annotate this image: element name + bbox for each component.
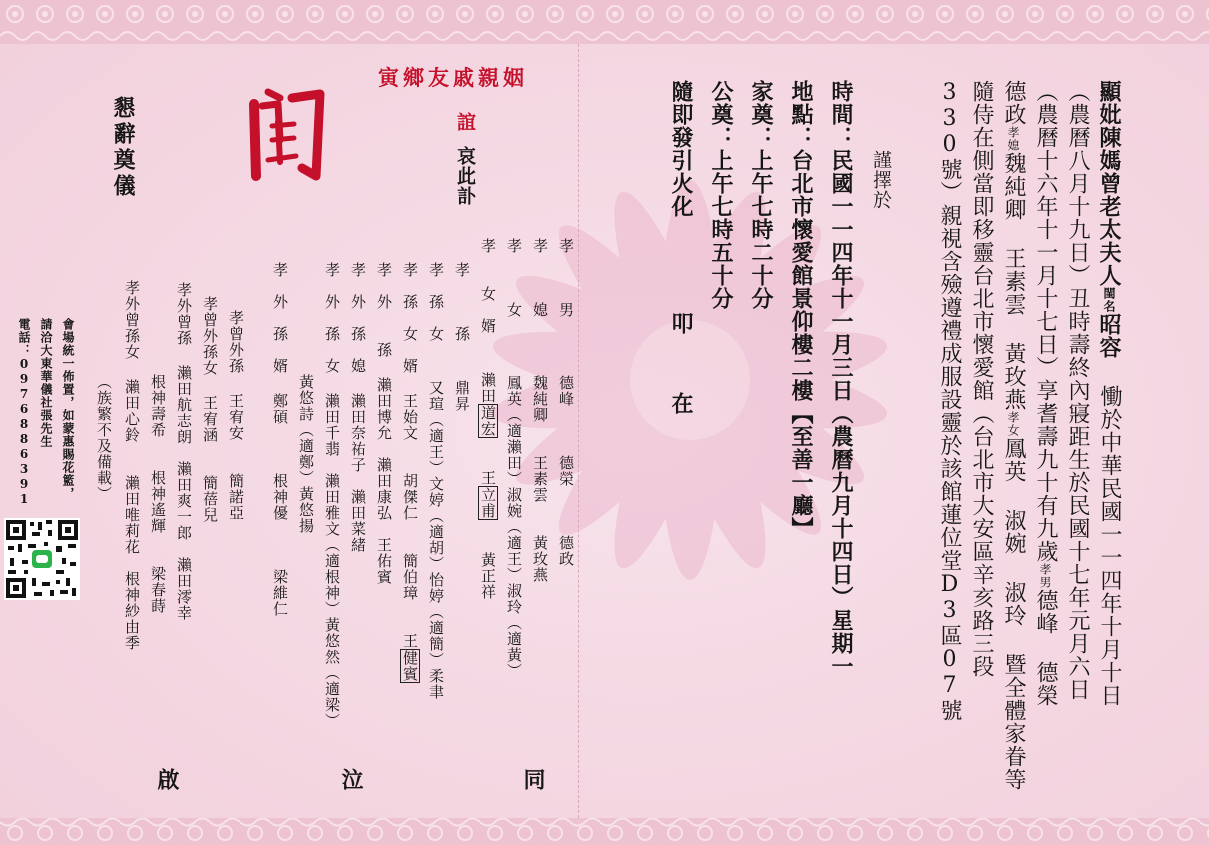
mourner-names: 黃正祥 (479, 520, 497, 600)
announce-line-6: 330號）親視含殮遵禮成服設靈於該館蓮位堂D3區07號 (937, 80, 962, 722)
boxed-name: 道宏 (479, 405, 497, 437)
daughters-names: 鳳英 淑婉 淑玲 暨全體家眷等 (1001, 437, 1026, 791)
friends-relatives-heading: 寅鄉友戚親姻 (378, 65, 528, 90)
mourner-col-9 (348, 262, 369, 553)
qi-char-weep: 泣 (338, 768, 364, 791)
mourner-col-11 (296, 374, 317, 534)
wen-calligraphy-icon (238, 80, 334, 190)
mourner-role: 孝 外 孫 媳 (349, 262, 367, 374)
mourner-role: 孝 男 (557, 238, 575, 318)
boxed-name: 健賓 (401, 650, 419, 682)
mourner-col-6 (426, 262, 447, 700)
mourner-names: 王宥涵 簡蓓兒 (201, 395, 219, 523)
mourner-col-16 (148, 374, 169, 614)
florist-phone: 電話：0976886391 (17, 318, 31, 507)
ai-ci-fu: 哀此訃 (454, 146, 476, 206)
florist-notice-1: 會場統一佈置，如蒙惠賜花籃， (61, 318, 75, 500)
mourner-names: 瀨田航志朗 瀨田爽一郎 瀨田澪幸 (175, 365, 193, 621)
mourner-names: 王始文 胡傑仁 簡伯璋 王 (401, 393, 419, 649)
announce-line-2: （農曆八月十九日）丑時壽終內寢距生於民國十七年元月六日 (1065, 80, 1090, 701)
mourner-col-5 (452, 262, 473, 412)
mourner-col-1 (556, 238, 577, 567)
mourner-col-7 (400, 262, 421, 683)
mourner-names: 王宥安 簡諾亞 (227, 393, 245, 521)
mourner-role: 孝 外 孫 婿 (271, 262, 289, 374)
top-lace-border (0, 0, 1209, 44)
decline-gifts: 懇辭奠儀 (110, 96, 136, 200)
mourner-names: 瀨田 (479, 372, 497, 404)
mourner-role: 孝外曾孫女 (123, 280, 141, 360)
respectfully-chosen: 謹擇於 (870, 150, 892, 210)
mourner-col-14 (200, 296, 221, 523)
sons-names-a: 德峰 德榮 (1033, 589, 1058, 707)
announce-line-5: 隨侍在側當即移靈台北市懷愛館（台北市大安區辛亥路三段 (969, 80, 994, 678)
sons-names-b: 德政 (1001, 80, 1026, 126)
fold-line (578, 44, 579, 818)
daughter-role: 孝女 (1006, 411, 1020, 437)
not-fully-listed-note: （族繁不及備載） (95, 374, 113, 502)
mourner-names: 又瑄（適王）文婷（適胡）怡婷（適簡）柔聿 (427, 380, 445, 700)
hall-name: 【至善一廳】 (788, 402, 814, 540)
mourner-col-10 (322, 262, 343, 729)
boxed-name: 立甫 (479, 487, 497, 519)
mourner-col-2 (530, 238, 551, 583)
mourner-names: 瀨田心鈴 瀨田唯莉花 根神紗由季 (123, 379, 141, 651)
service-time: 時間：民國一一四年十一月三日（農曆九月十四日）星期一 (828, 80, 854, 678)
mourner-names: 魏純卿 王素雲 黃玫燕 (531, 375, 549, 583)
bottom-lace-border (0, 818, 1209, 845)
mourner-role: 孝外曾孫 (175, 282, 193, 346)
mourner-role: 孝 媳 (531, 238, 549, 318)
cremation-note (666, 80, 697, 218)
florist-notice-2: 請洽大東華儀社張先生 (39, 318, 53, 448)
mourner-role: 孝 女 (505, 238, 523, 318)
mourner-role: 孝 外 孫 (375, 262, 393, 358)
line-qr-code-icon (4, 518, 80, 600)
passing-date: 慟於中華民國一一四年十月十日 (1097, 385, 1122, 707)
mourner-col-12 (270, 262, 291, 617)
yi-char: 誼 (454, 112, 476, 132)
mourner-names: 鼎昇 (453, 380, 471, 412)
daughter-in-law-role: 孝媳 (1006, 126, 1020, 152)
mourner-names: 黃悠詩（適鄭）黃悠揚 (297, 374, 315, 534)
deceased-title: 顯妣陳媽曾老太夫人 (1096, 80, 1122, 287)
mourner-col-15 (174, 282, 195, 621)
public-rite-time: 公奠：上午七時五十分 (708, 80, 734, 310)
mourner-col-13 (226, 310, 247, 521)
son-role: 孝男 (1038, 563, 1052, 589)
maiden-name-note: 閨名 (1102, 287, 1116, 313)
mourner-role: 孝曾外孫女 (201, 296, 219, 376)
qi-char-announce: 啟 (154, 768, 180, 791)
mourner-role: 孝 孫 女 (427, 262, 445, 342)
mourner-names: 王 (479, 438, 497, 486)
mourner-col-8 (374, 262, 395, 585)
mourner-role: 孝 孫 (453, 262, 471, 342)
mourner-col-3 (504, 238, 525, 679)
mourner-names: 德峰 德榮 德政 (557, 375, 575, 567)
service-place (786, 80, 817, 540)
family-rite-time: 家奠：上午七時二十分 (748, 80, 774, 310)
mourner-names: 鄭碩 根神優 梁維仁 (271, 393, 289, 617)
tong-char: 同 (520, 768, 546, 791)
mourner-role: 孝 外 孫 女 (323, 262, 341, 374)
announce-line-1 (1094, 80, 1125, 707)
mourner-col-4 (478, 238, 499, 600)
kou-zai: 叩 在 (668, 312, 694, 432)
mourner-names: 鳳英（適瀨田）淑婉（適王）淑玲（適黃） (505, 375, 523, 679)
daughters-in-law-names: 魏純卿 王素雲 黃玫燕 (1001, 152, 1026, 411)
announce-line-4 (998, 80, 1029, 791)
mourner-role: 孝 孫 女 婿 (401, 262, 419, 374)
announce-line-3 (1030, 80, 1061, 707)
mourner-role: 孝 女 婿 (479, 238, 497, 334)
mourner-col-17 (122, 280, 143, 651)
place-text: 地點：台北市懷愛館景仰樓二樓 (788, 80, 814, 402)
mourner-names: 根神壽希 根神遙輝 梁春蒔 (149, 374, 167, 614)
cremation-text: 隨即發引火化 (668, 80, 694, 218)
mourner-names: 瀨田千翡 瀨田雅文（適根神）黃悠然（適梁） (323, 393, 341, 729)
mourner-role: 孝曾外孫 (227, 310, 245, 374)
mourner-names: 瀨田奈祐子 瀨田菜緒 (349, 393, 367, 553)
age-text: （農曆十六年十一月十七日）享耆壽九十有九歲 (1033, 80, 1058, 563)
mourner-names: 瀨田博允 瀨田康弘 王佑賓 (375, 377, 393, 585)
deceased-given-name: 昭容 (1096, 313, 1122, 359)
